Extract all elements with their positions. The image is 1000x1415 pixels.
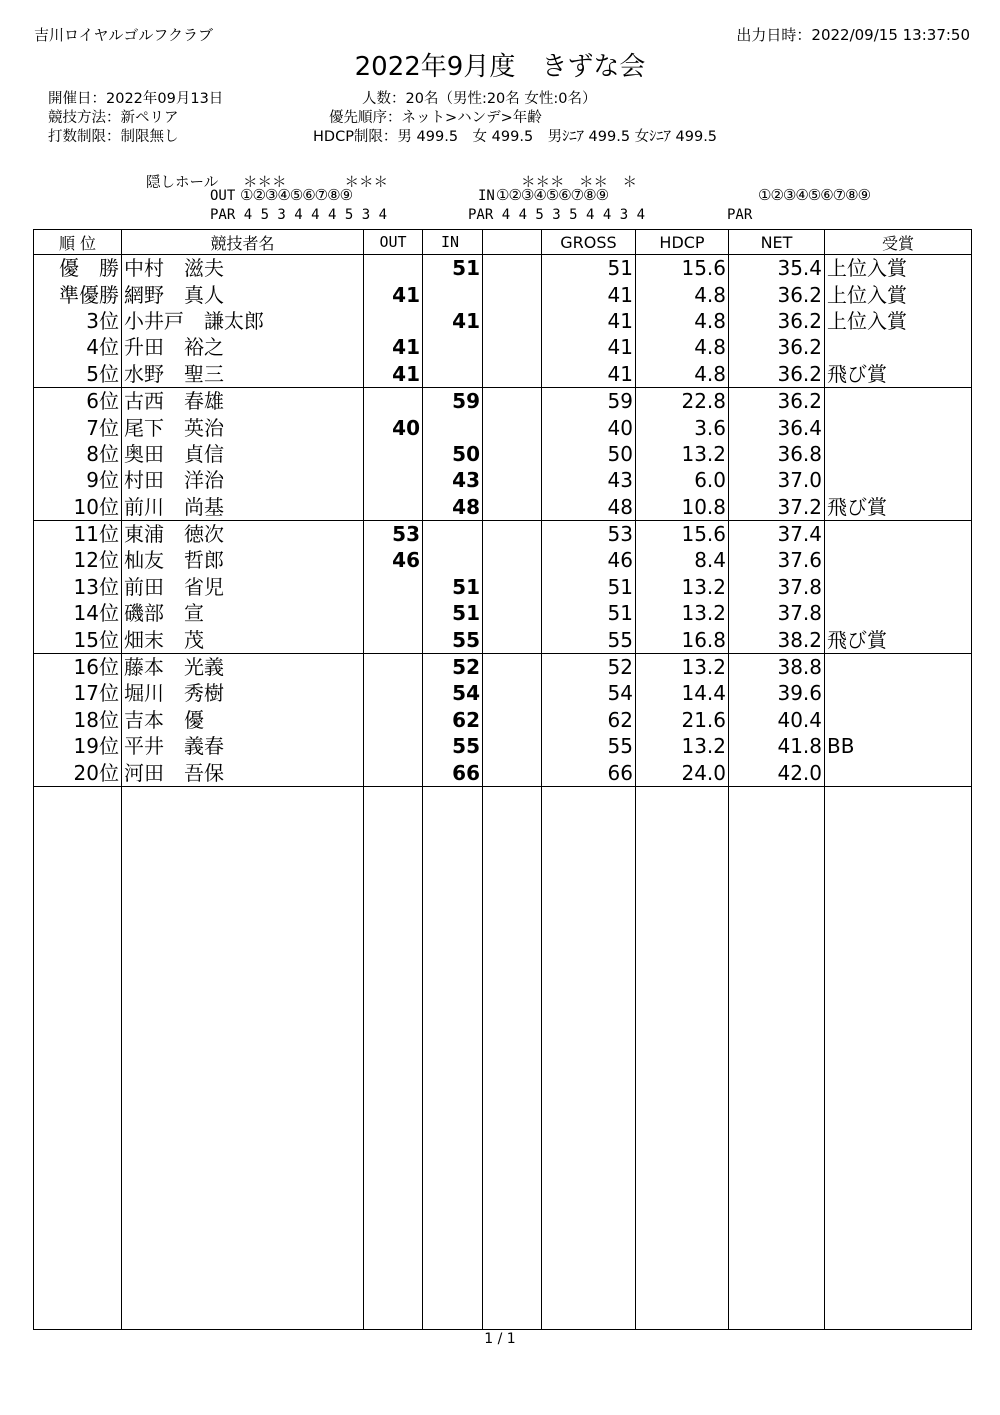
- player-name: 古西 春雄: [122, 387, 364, 414]
- rank-cell: 6位: [34, 387, 122, 414]
- out-score: 40: [364, 414, 423, 440]
- gross-score: 55: [542, 626, 636, 653]
- in-score: [423, 547, 483, 573]
- table-row: [34, 494, 972, 521]
- out-par: PAR 4 5 3 4 4 4 5 3 4: [210, 207, 388, 223]
- in-score: 52: [423, 653, 483, 680]
- page-number: 1 / 1: [484, 1331, 516, 1347]
- out-score: [364, 759, 423, 786]
- out-score: 41: [364, 334, 423, 360]
- net-score: 36.2: [729, 281, 825, 307]
- table-row: [34, 626, 972, 653]
- extra-hole-numbers: ①②③④⑤⑥⑦⑧⑨: [758, 186, 871, 204]
- player-name: 平井 義春: [122, 733, 364, 759]
- hdcp-value: 4.8: [636, 308, 729, 334]
- table-row: [34, 467, 972, 493]
- out-score: [364, 494, 423, 521]
- out-score: [364, 387, 423, 414]
- in-score: 51: [423, 574, 483, 600]
- blank-cell: [483, 680, 542, 706]
- award-cell: BB: [825, 733, 972, 759]
- in-score: [423, 281, 483, 307]
- net-score: 37.0: [729, 467, 825, 493]
- out-score: [364, 441, 423, 467]
- out-hidden-stars: ＊＊＊ ＊＊＊: [243, 175, 388, 191]
- gross-score: 41: [542, 281, 636, 307]
- player-name: 水野 聖三: [122, 361, 364, 388]
- award-cell: [825, 520, 972, 547]
- gross-score: 55: [542, 733, 636, 759]
- rank-cell: 5位: [34, 361, 122, 388]
- event-date: 開催日：2022年09月13日: [48, 91, 224, 107]
- out-score: [364, 653, 423, 680]
- gross-score: 52: [542, 653, 636, 680]
- gross-score: 59: [542, 387, 636, 414]
- award-cell: [825, 467, 972, 493]
- player-name: 杣友 哲郎: [122, 547, 364, 573]
- empty-cell: [423, 786, 483, 1329]
- net-score: 36.8: [729, 441, 825, 467]
- hdcp-value: 13.2: [636, 441, 729, 467]
- out-label: OUT: [210, 188, 236, 204]
- in-score: 62: [423, 707, 483, 733]
- in-score: 51: [423, 255, 483, 282]
- blank-cell: [483, 759, 542, 786]
- empty-cell: [364, 786, 423, 1329]
- hdcp-value: 22.8: [636, 387, 729, 414]
- rank-cell: 19位: [34, 733, 122, 759]
- out-score: [364, 308, 423, 334]
- hdcp-value: 10.8: [636, 494, 729, 521]
- award-cell: [825, 414, 972, 440]
- net-score: 42.0: [729, 759, 825, 786]
- out-score: [364, 733, 423, 759]
- award-cell: [825, 653, 972, 680]
- empty-cell: [34, 786, 122, 1329]
- out-score: [364, 600, 423, 626]
- hdcp-value: 13.2: [636, 574, 729, 600]
- table-row: [34, 680, 972, 706]
- player-name: 尾下 英治: [122, 414, 364, 440]
- out-score: [364, 626, 423, 653]
- table-row: [34, 255, 972, 282]
- in-par: PAR 4 4 5 3 5 4 4 3 4: [468, 207, 646, 223]
- header-award: 受賞: [825, 230, 972, 255]
- empty-cell: [636, 786, 729, 1329]
- hdcp-value: 24.0: [636, 759, 729, 786]
- net-score: 37.8: [729, 574, 825, 600]
- out-score: 41: [364, 281, 423, 307]
- gross-score: 50: [542, 441, 636, 467]
- header-name: 競技者名: [122, 230, 364, 255]
- rank-cell: 10位: [34, 494, 122, 521]
- hdcp-value: 4.8: [636, 361, 729, 388]
- net-score: 40.4: [729, 707, 825, 733]
- header-blank: [483, 230, 542, 255]
- award-cell: 上位入賞: [825, 308, 972, 334]
- net-score: 36.2: [729, 361, 825, 388]
- net-score: 37.6: [729, 547, 825, 573]
- blank-cell: [483, 467, 542, 493]
- rank-cell: 13位: [34, 574, 122, 600]
- player-name: 前田 省児: [122, 574, 364, 600]
- blank-cell: [483, 308, 542, 334]
- player-name: 小井戸 謙太郎: [122, 308, 364, 334]
- rank-cell: 優 勝: [34, 255, 122, 282]
- in-score: 55: [423, 626, 483, 653]
- player-name: 村田 洋治: [122, 467, 364, 493]
- hdcp-value: 16.8: [636, 626, 729, 653]
- extra-par: PAR: [727, 207, 753, 223]
- empty-filler-row: [34, 786, 972, 1329]
- hdcp-value: 13.2: [636, 653, 729, 680]
- in-score: [423, 361, 483, 388]
- header-rank: 順 位: [34, 230, 122, 255]
- rank-cell: 12位: [34, 547, 122, 573]
- award-cell: [825, 759, 972, 786]
- award-cell: 飛び賞: [825, 361, 972, 388]
- priority-order: 優先順序：ネット>ハンデ>年齢: [329, 110, 542, 126]
- in-label: IN: [478, 188, 495, 204]
- rank-cell: 20位: [34, 759, 122, 786]
- in-score: 51: [423, 600, 483, 626]
- rank-cell: 16位: [34, 653, 122, 680]
- award-cell: [825, 707, 972, 733]
- in-score: 54: [423, 680, 483, 706]
- rank-cell: 18位: [34, 707, 122, 733]
- blank-cell: [483, 574, 542, 600]
- hidden-holes-label: 隠しホール: [146, 175, 219, 191]
- gross-score: 51: [542, 255, 636, 282]
- blank-cell: [483, 626, 542, 653]
- net-score: 38.8: [729, 653, 825, 680]
- rank-cell: 準優勝: [34, 281, 122, 307]
- player-name: 奥田 貞信: [122, 441, 364, 467]
- gross-score: 66: [542, 759, 636, 786]
- blank-cell: [483, 281, 542, 307]
- stroke-limit: 打数制限：制限無し: [48, 129, 179, 145]
- blank-cell: [483, 707, 542, 733]
- net-score: 37.8: [729, 600, 825, 626]
- header-hdcp: HDCP: [636, 230, 729, 255]
- table-row: [34, 547, 972, 573]
- blank-cell: [483, 414, 542, 440]
- table-row: [34, 441, 972, 467]
- header-gross: GROSS: [542, 230, 636, 255]
- rank-cell: 3位: [34, 308, 122, 334]
- award-cell: [825, 574, 972, 600]
- blank-cell: [483, 387, 542, 414]
- printed-timestamp: 出力日時：2022/09/15 13:37:50: [736, 26, 970, 44]
- gross-score: 40: [542, 414, 636, 440]
- gross-score: 62: [542, 707, 636, 733]
- gross-score: 41: [542, 334, 636, 360]
- net-score: 36.2: [729, 334, 825, 360]
- rank-cell: 9位: [34, 467, 122, 493]
- empty-cell: [729, 786, 825, 1329]
- rank-cell: 14位: [34, 600, 122, 626]
- net-score: 36.2: [729, 308, 825, 334]
- blank-cell: [483, 441, 542, 467]
- player-name: 河田 吾保: [122, 759, 364, 786]
- hdcp-value: 4.8: [636, 334, 729, 360]
- blank-cell: [483, 600, 542, 626]
- gross-score: 41: [542, 361, 636, 388]
- in-score: 66: [423, 759, 483, 786]
- participant-count: 人数：20名（男性:20名 女性:0名）: [362, 91, 597, 107]
- table-row: [34, 387, 972, 414]
- player-name: 堀川 秀樹: [122, 680, 364, 706]
- table-row: [34, 281, 972, 307]
- gross-score: 43: [542, 467, 636, 493]
- in-score: 59: [423, 387, 483, 414]
- table-row: [34, 733, 972, 759]
- table-row: [34, 334, 972, 360]
- competition-method: 競技方法：新ペリア: [48, 110, 179, 126]
- award-cell: [825, 387, 972, 414]
- blank-cell: [483, 494, 542, 521]
- award-cell: [825, 441, 972, 467]
- table-row: [34, 574, 972, 600]
- award-cell: [825, 600, 972, 626]
- award-cell: [825, 334, 972, 360]
- in-score: [423, 520, 483, 547]
- table-row: [34, 759, 972, 786]
- results-table: [33, 229, 972, 1330]
- table-header-row: [34, 230, 972, 255]
- player-name: 吉本 優: [122, 707, 364, 733]
- hdcp-value: 15.6: [636, 255, 729, 282]
- out-score: [364, 707, 423, 733]
- gross-score: 48: [542, 494, 636, 521]
- out-score: [364, 255, 423, 282]
- award-cell: 上位入賞: [825, 281, 972, 307]
- player-name: 中村 滋夫: [122, 255, 364, 282]
- hdcp-value: 13.2: [636, 600, 729, 626]
- in-score: 41: [423, 308, 483, 334]
- hdcp-value: 13.2: [636, 733, 729, 759]
- rank-cell: 15位: [34, 626, 122, 653]
- player-name: 東浦 徳次: [122, 520, 364, 547]
- gross-score: 41: [542, 308, 636, 334]
- award-cell: 上位入賞: [825, 255, 972, 282]
- gross-score: 53: [542, 520, 636, 547]
- out-score: [364, 467, 423, 493]
- hdcp-value: 6.0: [636, 467, 729, 493]
- player-name: 畑末 茂: [122, 626, 364, 653]
- player-name: 升田 裕之: [122, 334, 364, 360]
- blank-cell: [483, 733, 542, 759]
- hdcp-value: 8.4: [636, 547, 729, 573]
- player-name: 網野 真人: [122, 281, 364, 307]
- gross-score: 54: [542, 680, 636, 706]
- table-row: [34, 414, 972, 440]
- out-score: [364, 574, 423, 600]
- blank-cell: [483, 255, 542, 282]
- player-name: 磯部 宣: [122, 600, 364, 626]
- in-score: 55: [423, 733, 483, 759]
- out-score: [364, 680, 423, 706]
- net-score: 41.8: [729, 733, 825, 759]
- page-title: 2022年9月度 きずな会: [354, 52, 646, 82]
- gross-score: 46: [542, 547, 636, 573]
- in-score: [423, 334, 483, 360]
- rank-cell: 11位: [34, 520, 122, 547]
- gross-score: 51: [542, 600, 636, 626]
- gross-score: 51: [542, 574, 636, 600]
- award-cell: 飛び賞: [825, 626, 972, 653]
- table-row: [34, 308, 972, 334]
- net-score: 36.2: [729, 387, 825, 414]
- rank-cell: 8位: [34, 441, 122, 467]
- out-hole-numbers: ①②③④⑤⑥⑦⑧⑨: [240, 186, 353, 204]
- club-name: 吉川ロイヤルゴルフクラブ: [34, 26, 213, 44]
- out-score: 53: [364, 520, 423, 547]
- in-score: 43: [423, 467, 483, 493]
- rank-cell: 4位: [34, 334, 122, 360]
- header-net: NET: [729, 230, 825, 255]
- header-in: IN: [423, 230, 483, 255]
- hdcp-value: 15.6: [636, 520, 729, 547]
- player-name: 前川 尚基: [122, 494, 364, 521]
- net-score: 37.2: [729, 494, 825, 521]
- hdcp-value: 14.4: [636, 680, 729, 706]
- hdcp-limit: HDCP制限：男 499.5 女 499.5 男ｼﾆｱ 499.5 女ｼﾆｱ 499.5: [313, 129, 718, 145]
- out-score: 41: [364, 361, 423, 388]
- rank-cell: 17位: [34, 680, 122, 706]
- table-row: [34, 707, 972, 733]
- header-out: OUT: [364, 230, 423, 255]
- award-cell: [825, 547, 972, 573]
- in-score: 48: [423, 494, 483, 521]
- empty-cell: [122, 786, 364, 1329]
- net-score: 35.4: [729, 255, 825, 282]
- in-score: 50: [423, 441, 483, 467]
- award-cell: [825, 680, 972, 706]
- in-score: [423, 414, 483, 440]
- table-row: [34, 520, 972, 547]
- rank-cell: 7位: [34, 414, 122, 440]
- blank-cell: [483, 520, 542, 547]
- hdcp-value: 21.6: [636, 707, 729, 733]
- hdcp-value: 3.6: [636, 414, 729, 440]
- net-score: 39.6: [729, 680, 825, 706]
- empty-cell: [825, 786, 972, 1329]
- award-cell: 飛び賞: [825, 494, 972, 521]
- player-name: 藤本 光義: [122, 653, 364, 680]
- blank-cell: [483, 547, 542, 573]
- in-hidden-stars: ＊＊＊ ＊＊ ＊: [521, 175, 637, 191]
- hdcp-value: 4.8: [636, 281, 729, 307]
- out-score: 46: [364, 547, 423, 573]
- blank-cell: [483, 334, 542, 360]
- net-score: 37.4: [729, 520, 825, 547]
- blank-cell: [483, 361, 542, 388]
- table-row: [34, 361, 972, 388]
- net-score: 38.2: [729, 626, 825, 653]
- blank-cell: [483, 653, 542, 680]
- in-hole-numbers: ①②③④⑤⑥⑦⑧⑨: [496, 186, 609, 204]
- table-row: [34, 653, 972, 680]
- net-score: 36.4: [729, 414, 825, 440]
- empty-cell: [483, 786, 542, 1329]
- table-row: [34, 600, 972, 626]
- empty-cell: [542, 786, 636, 1329]
